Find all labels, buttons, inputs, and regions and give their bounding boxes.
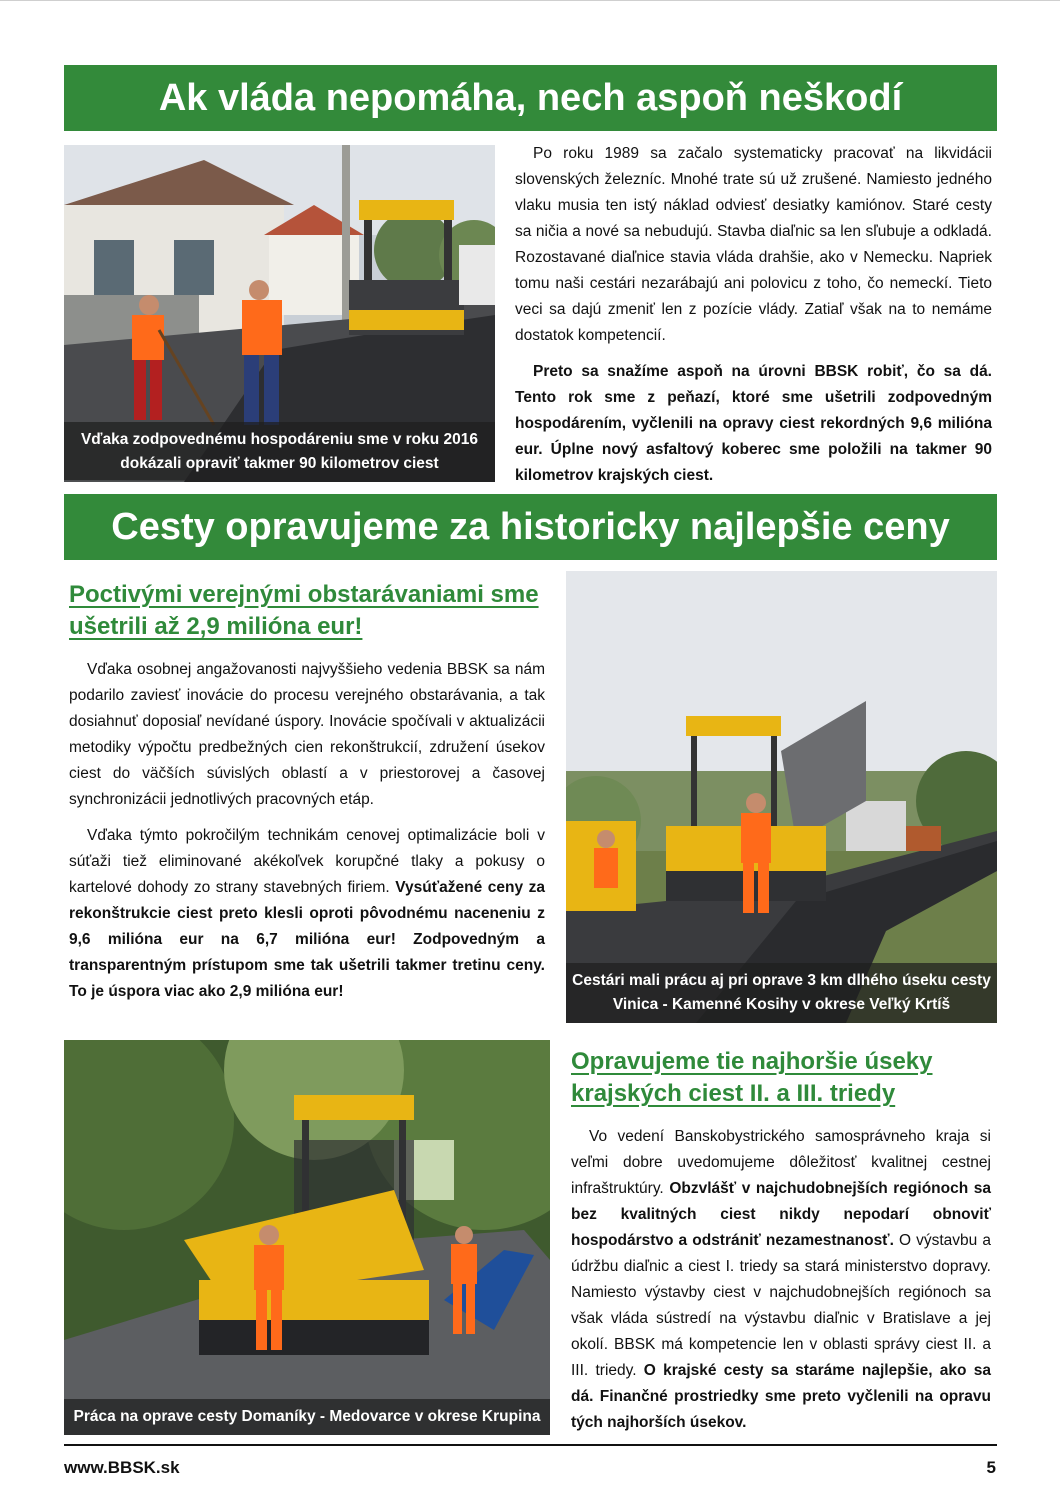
- section1-title: Ak vláda nepomáha, nech aspoň neškodí: [158, 76, 903, 119]
- left-subheading: Poctivými verejnými obstarávaniami sme ušetrili až 2,9 milióna eur!: [69, 581, 539, 640]
- left-paragraph-2-normal: Vďaka týmto pokročilým technikám cenovej optimalizácie boli v súťaži tiež eliminované akékoľvek korupčné tlaky a pokusy o kartelové dohody zo strany stavebných firiem.: [69, 827, 545, 896]
- section2-banner: [64, 494, 997, 560]
- photo1-caption: Vďaka zodpovednému hospodáreniu sme v roku 2016 dokázali opraviť takmer 90 kilometrov ciest: [64, 422, 495, 482]
- photo-illustration-vinica: [566, 571, 997, 1023]
- photo-paver-domaniky: [64, 1040, 550, 1435]
- right-paragraph-part-d: O krajské cesty sa staráme najlepšie, ako sa dá. Finančné prostriedky sme preto vyčlenili na opravu tých najhorších úsekov.: [571, 1362, 991, 1431]
- footer-rule: [64, 1444, 997, 1446]
- section1-paragraph-2: [515, 359, 992, 489]
- left-paragraph-2-bold: Vysúťažené ceny za rekonštrukcie ciest preto klesli oproti pôvodnému naceneniu z 9,6 milióna eur na 6,7 milióna eur! Zodpovedným a transparentným prístupom sme tak ušetrili takmer tretinu ceny. To je úspora viac ako 2,9 milióna eur!: [69, 879, 545, 1000]
- top-rule: [0, 0, 1060, 1]
- right-paragraph-part-c: O výstavbu a údržbu diaľnic a ciest I. triedy sa stará ministerstvo dopravy. Namiesto výstavby ciest v najchudobnejších regiónoch sa však vláda sústredí na výstavbu diaľnic v Bratislave a jej okolí. BBSK má kompetencie len v oblasti správy ciest II. a III. triedy.: [571, 1232, 991, 1379]
- left-paragraph-2: [69, 823, 545, 1005]
- section2-title: Cesty opravujeme za historicky najlepšie ceny: [111, 505, 950, 548]
- photo-road-repair-village: [64, 145, 495, 482]
- right-paragraph: [571, 1124, 991, 1436]
- footer-website-link[interactable]: www.BBSK.sk: [64, 1458, 180, 1477]
- right-subheading: Opravujeme tie najhoršie úseky krajských ciest II. a III. triedy: [571, 1048, 933, 1107]
- page-number: 5: [986, 1458, 996, 1477]
- section1-paragraph-2-bold: Preto sa snažíme aspoň na úrovni BBSK robiť, čo sa dá. Tento rok sme z peňazí, ktoré sme ušetrili zodpovedným hospodárením, vyčlenili na opravy ciest rekordných 9,6 milióna eur. Úplne nový asfaltový koberec sme položili na takmer 90 kilometrov krajských ciest.: [515, 363, 992, 484]
- photo-illustration-domaniky: [64, 1040, 550, 1435]
- left-paragraph-1: Vďaka osobnej angažovanosti najvyššieho vedenia BBSK sa nám podarilo zaviesť inovácie do procesu verejného obstarávania, a tak dosiahnuť doposiaľ nevídané úspory. Inovácie spočívali v aktualizácii metodiky výpočtu predbežných cien rekonštrukcií, združení úsekov ciest do väčších súvislých oblastí a v priestorovej a časovej synchronizácii jednotlivých pracovných etáp.: [69, 661, 545, 808]
- photo3-caption: Práca na oprave cesty Domaníky - Medovarce v okrese Krupina: [64, 1399, 550, 1435]
- section1-banner: [64, 65, 997, 131]
- right-paragraph-part-b: Obzvlášť v najchudobnejších regiónoch sa bez kvalitných ciest nikdy nepodarí obnoviť hospodárstvo a odstrániť nezamestnanosť.: [571, 1180, 991, 1249]
- photo2-caption: Cestári mali prácu aj pri oprave 3 km dlhého úseku cesty Vinica - Kamenné Kosihy v okrese Veľký Krtíš: [566, 963, 997, 1023]
- photo-paver-vinica: [566, 571, 997, 1023]
- section1-paragraph-1: Po roku 1989 sa začalo systematicky pracovať na likvidácii slovenských železníc. Mnohé trate sú už zrušené. Namiesto jedného vlaku musia ten istý náklad odviesť desiatky kamiónov. Staré cesty sa ničia a nové sa nebudujú. Stavba diaľnic sa len sľubuje a odkladá. Rozostavané diaľnice stavia vláda drahšie, ako v Nemecku. Napriek tomu naši cestári nezarábajú ani polovicu z toho, čo nemeckí. Tieto veci sa dajú zmeniť len z pozície vlády. Zatiaľ však na to nemáme dostatok kompetencií.: [515, 145, 992, 344]
- right-paragraph-part-a: Vo vedení Banskobystrického samosprávneho kraja si veľmi dobre uvedomujeme dôležitosť kvalitnej cestnej infraštruktúry.: [571, 1128, 991, 1197]
- section1-text: [515, 141, 992, 499]
- right-text: [571, 1124, 991, 1446]
- left-text: [69, 657, 545, 1015]
